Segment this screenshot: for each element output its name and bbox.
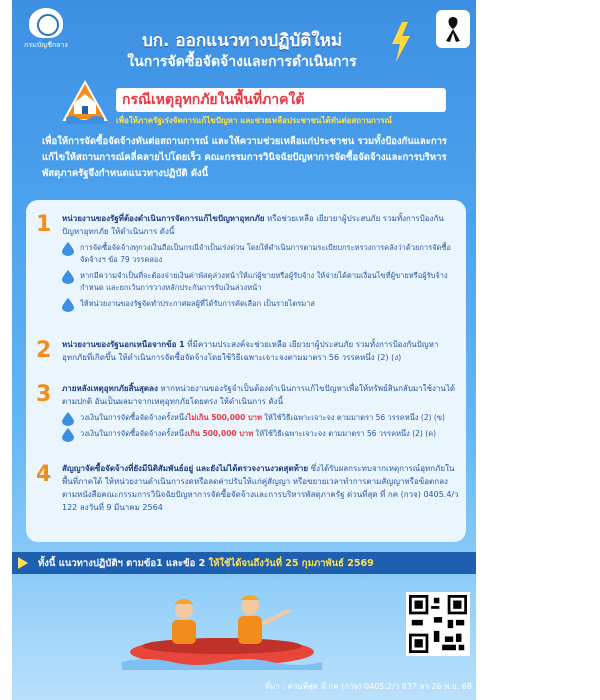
mourning-ribbon-icon — [443, 15, 463, 43]
item-rest: หรือช่วยเหลือ เยียวยาผู้ประสบภัย รวมทั้งการป้องกันปัญหาอุทกภัย ให้ดำเนินการ ดังนี้ — [62, 214, 444, 236]
poster — [12, 0, 476, 700]
item-bullet — [62, 242, 460, 266]
item-lead: ภายหลังเหตุอุทกภัยสิ้นสุดลง — [62, 384, 158, 393]
bullet-limit: ไม่เกิน 500,000 บาท — [187, 413, 262, 422]
bullet-limit: เกิน 500,000 บาท — [187, 429, 254, 438]
guideline-item-2 — [36, 338, 460, 364]
item-text — [62, 338, 460, 364]
item-lead: หน่วยงานของรัฐนอกเหนือจากข้อ 1 — [62, 340, 185, 349]
item-number: 4 — [36, 462, 52, 487]
item-rest: ซึ่งได้รับผลกระทบจากเหตุการณ์อุทกภัยในพื้นที่ภาคใต้ ให้หน่วยงานดำเนินการงดหรือลดค่าปรับให้แก่คู่สัญญา หรือขยายเวลาทำการตามสัญญาหรือข้อตกลง ตามหนังสือคณะกรรมการวินิจฉัยปัญหาการจัดซื้อจัดจ้างและการบริหารพัสดุภาครัฐ ด่วนที่สุด ที่ กค (กวจ) 0405.4/ว 122 ลงวันที่ 9 มีนาคม 2564 — [62, 464, 459, 512]
banner-highlight: ให้ใช้ได้จนถึงวันที่ 25 กุมภาพันธ์ 2569 — [208, 558, 374, 569]
mourning-ribbon-badge — [436, 10, 470, 48]
guideline-item-3 — [36, 382, 460, 440]
item-text — [62, 382, 460, 408]
item-number: 3 — [36, 382, 52, 407]
subtitle-sub: เพื่อให้ภาครัฐเร่งจัดการแก้ไขปัญหา และช่วยเหลือประชาชนได้ทันต่อสถานการณ์ — [116, 116, 393, 125]
logo-text: กรมบัญชีกลาง — [24, 41, 68, 49]
logo — [20, 8, 72, 51]
water-drop-icon — [62, 298, 74, 312]
bullet-post: ให้ใช้วิธีเฉพาะเจาะจง ตามมาตรา 56 วรรคหนึ่ง (2) (ข) — [261, 413, 445, 422]
water-drop-icon — [62, 428, 74, 442]
bullet-text: หากมีความจำเป็นที่จะต้องจ่ายเงินค่าพัสดุล่วงหน้าให้แก่ผู้ขายหรือผู้รับจ้าง ให้จ่ายได้ตามเงื่อนไขที่ผู้ขายหรือผู้รับจ้างกำหนด และยกเว้นการวางหลักประกันการรับเงินล่วงหน้า — [80, 271, 448, 292]
comptroller-emblem-icon — [29, 8, 63, 38]
guideline-item-4 — [36, 462, 460, 514]
bullet-pre: วงเงินในการจัดซื้อจัดจ้างครั้งหนึ่ง — [80, 429, 188, 438]
item-text — [62, 212, 460, 238]
water-drop-icon — [62, 412, 74, 426]
item-lead: หน่วยงานของรัฐที่ต้องดำเนินการจัดการแก้ไขปัญหาอุทกภัย — [62, 214, 265, 223]
bullet-pre: วงเงินในการจัดซื้อจัดจ้างครั้งหนึ่ง — [80, 413, 188, 422]
rescue-boat-illustration — [122, 580, 322, 670]
flood-house-warning-icon — [62, 80, 108, 126]
arrow-right-icon — [16, 556, 30, 570]
intro-text: เพื่อให้การจัดซื้อจัดจ้างทันต่อสถานการณ์ และให้ความช่วยเหลือแก่ประชาชน รวมทั้งป้องกันและการแก้ไขให้สถานการณ์คลี่คลายไปโดยเร็ว คณะกรรมการวินิจฉัยปัญหาการจัดซื้อจัดจ้างและการบริหารพัสดุภาครัฐจึงกำหนดแนวทางปฏิบัติ ดังนี้ — [42, 136, 448, 179]
item-text — [62, 462, 460, 514]
validity-banner — [12, 552, 476, 574]
title-line-1: บก. ออกแนวทางปฏิบัติใหม่ — [141, 31, 343, 51]
item-bullet — [62, 270, 460, 294]
subtitle: กรณีเหตุอุทกภัยในพื้นที่ภาคใต้ — [116, 88, 446, 112]
item-number: 2 — [36, 338, 52, 363]
item-bullet — [62, 412, 460, 424]
water-drop-icon — [62, 270, 74, 284]
item-number: 1 — [36, 212, 52, 237]
guideline-item-1 — [36, 212, 460, 310]
item-bullet — [62, 298, 460, 310]
title-block — [72, 30, 412, 72]
banner-text: ทั้งนี้ แนวทางปฏิบัติฯ ตามข้อ1 และข้อ 2 — [38, 558, 209, 569]
qr-code-icon[interactable] — [406, 592, 470, 656]
source-footer: ที่มา : ด่วนที่สุด ที่ กค (กวจ) 0405.2/ว 837 ลว 26 พ.ย. 68 — [264, 682, 472, 691]
bullet-post: ให้ใช้วิธีเฉพาะเจาะจง ตามมาตรา 56 วรรคหนึ่ง (2) (ค) — [253, 429, 437, 438]
item-bullet — [62, 428, 460, 440]
guidelines-panel — [26, 200, 466, 542]
bullet-text: ให้หน่วยงานของรัฐจัดทำประกาศผลผู้ที่ได้รับการคัดเลือก เป็นรายไตรมาส — [80, 299, 316, 308]
item-lead: สัญญาจัดซื้อจัดจ้างที่ยังมีนิติสัมพันธ์อยู่ และยังไม่ได้ตรวจงานงวดสุดท้าย — [62, 464, 309, 473]
title-line-2: ในการจัดซื้อจัดจ้างและการดำเนินการ — [127, 54, 357, 70]
item-rest: ที่มีความประสงค์จะช่วยเหลือ เยียวยาผู้ประสบภัย รวมทั้งการป้องกันปัญหาอุทกภัยที่เกิดขึ้น ให้ดำเนินการจัดซื้อจัดจ้างโดยใช้วิธีเฉพาะเจาะจงตามมาตรา 56 วรรคหนึ่ง (2) (ง) — [62, 340, 439, 362]
water-drop-icon — [62, 242, 74, 256]
item-rest: หากหน่วยงานของรัฐจำเป็นต้องดำเนินการแก้ไขปัญหาเพื่อให้ทรัพย์สินกลับมาใช้งานได้ตามปกติ อันเป็นผลมาจากเหตุอุทกภัยโดยตรง ให้ดำเนินการ ดังนี้ — [62, 384, 456, 406]
bullet-text: การจัดซื้อจัดจ้างทุกวงเงินถือเป็นกรณีจำเป็นเร่งด่วน โดยให้ดำเนินการตามระเบียบกระทรวงการคลังว่าด้วยการจัดซื้อจัดจ้างฯ ข้อ 79 วรรคสอง — [80, 243, 451, 264]
